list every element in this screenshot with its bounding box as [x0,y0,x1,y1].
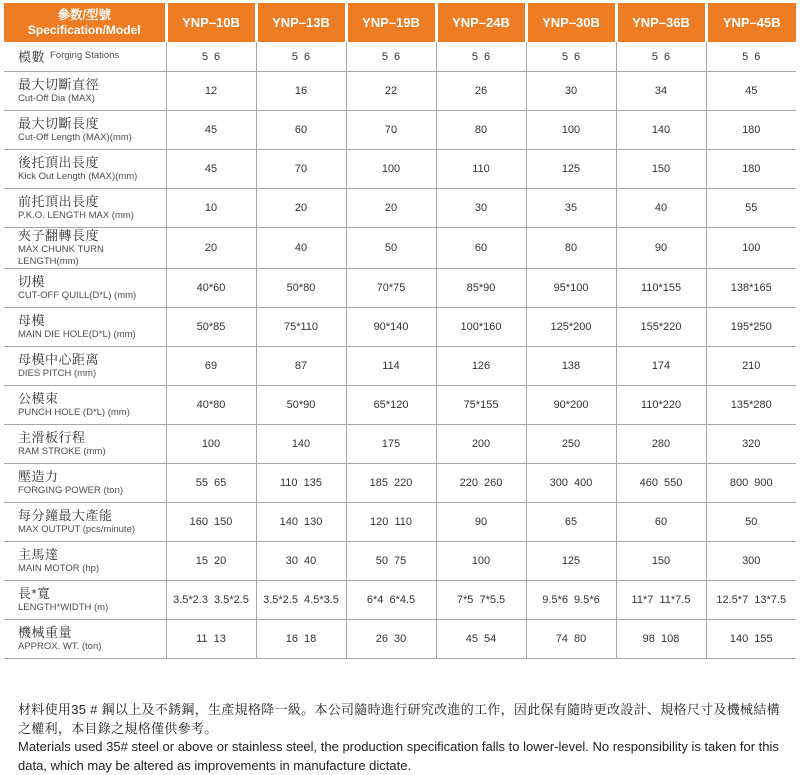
spec-label-en: MAIN MOTOR (hp) [18,563,100,574]
value-cell: 65*120 [346,386,436,425]
spec-label-en: MAIN DIE HOLE(D*L) (mm) [18,329,136,340]
value-cell: 90*140 [346,308,436,347]
value-cell: 120 110 [346,503,436,542]
table-body [4,42,796,659]
value-cell: 300 [706,542,796,581]
value-cell: 87 [256,347,346,386]
value-cell: 100 [346,150,436,189]
value-cell: 5 6 [706,42,796,72]
value-cell: 150 [616,150,706,189]
spec-label-cell [4,581,166,620]
value-cell: 20 [256,189,346,228]
spec-label-cell [4,228,166,269]
model-header-ynp-36b: YNP–36B [616,3,706,42]
header-row [4,3,796,42]
spec-label-cell [4,42,166,72]
spec-label-zh: 壓造力 [18,469,59,484]
value-cell: 5 6 [436,42,526,72]
spec-label-en: APPROX. WT. (ton) [18,641,102,652]
value-cell: 16 [256,72,346,111]
value-cell: 140 155 [706,620,796,659]
value-cell: 95*100 [526,269,616,308]
table-row [4,189,796,228]
table-row [4,386,796,425]
value-cell: 110 [436,150,526,189]
value-cell: 20 [166,228,256,269]
value-cell: 30 40 [256,542,346,581]
value-cell: 155*220 [616,308,706,347]
spec-label-zh: 後托頂出長度 [18,155,100,170]
value-cell: 26 [436,72,526,111]
value-cell: 11 13 [166,620,256,659]
table-row [4,228,796,269]
value-cell: 98 108 [616,620,706,659]
value-cell: 45 [706,72,796,111]
spec-label-cell [4,620,166,659]
spec-label-cell [4,425,166,464]
spec-label-zh: 最大切斷長度 [18,116,100,131]
value-cell: 800 900 [706,464,796,503]
value-cell: 138 [526,347,616,386]
value-cell: 15 20 [166,542,256,581]
value-cell: 40*60 [166,269,256,308]
spec-label-cell [4,150,166,189]
value-cell: 16 18 [256,620,346,659]
table-row [4,42,796,72]
value-cell: 11*7 11*7.5 [616,581,706,620]
value-cell: 5 6 [346,42,436,72]
value-cell: 90*200 [526,386,616,425]
table-row [4,503,796,542]
value-cell: 200 [436,425,526,464]
value-cell: 300 400 [526,464,616,503]
value-cell: 50*85 [166,308,256,347]
value-cell: 10 [166,189,256,228]
value-cell: 55 [706,189,796,228]
spec-label-en: MAX OUTPUT (pcs/minute) [18,524,136,535]
spec-label-zh: 每分鐘最大產能 [18,508,113,523]
table-row [4,269,796,308]
table-row [4,620,796,659]
value-cell: 35 [526,189,616,228]
value-cell: 50 75 [346,542,436,581]
value-cell: 460 550 [616,464,706,503]
value-cell: 50*80 [256,269,346,308]
spec-label-en: RAM STROKE (mm) [18,446,106,457]
value-cell: 100 [166,425,256,464]
value-cell: 90 [436,503,526,542]
value-cell: 5 6 [616,42,706,72]
spec-table [4,3,796,659]
value-cell: 60 [436,228,526,269]
value-cell: 180 [706,111,796,150]
spec-label-cell [4,72,166,111]
model-header-ynp-10b: YNP–10B [166,3,256,42]
spec-label-cell [4,269,166,308]
value-cell: 220 260 [436,464,526,503]
value-cell: 3.5*2.5 4.5*3.5 [256,581,346,620]
value-cell: 100 [436,542,526,581]
spec-label-cell [4,386,166,425]
spec-label-zh: 夾子翻轉長度 [18,228,100,243]
value-cell: 70*75 [346,269,436,308]
value-cell: 45 [166,111,256,150]
value-cell: 45 [166,150,256,189]
value-cell: 5 6 [166,42,256,72]
value-cell: 34 [616,72,706,111]
value-cell: 195*250 [706,308,796,347]
value-cell: 160 150 [166,503,256,542]
value-cell: 60 [616,503,706,542]
table-row [4,464,796,503]
value-cell: 80 [436,111,526,150]
spec-label-zh: 長*寬 [18,586,51,601]
value-cell: 26 30 [346,620,436,659]
value-cell: 80 [526,228,616,269]
spec-label-en: FORGING POWER (ton) [18,485,124,496]
table-row [4,72,796,111]
spec-header-zh: 參数/型號 [57,8,111,22]
table-row [4,347,796,386]
spec-label-cell [4,503,166,542]
value-cell: 85*90 [436,269,526,308]
spec-label-zh: 前托頂出長度 [18,194,100,209]
value-cell: 60 [256,111,346,150]
value-cell: 114 [346,347,436,386]
spec-label-en: Kick Out Length (MAX)(mm) [18,171,138,182]
spec-model-header-cell [4,3,166,42]
value-cell: 110 135 [256,464,346,503]
value-cell: 125*200 [526,308,616,347]
value-cell: 138*165 [706,269,796,308]
value-cell: 210 [706,347,796,386]
spec-label-zh: 主滑板行程 [18,430,86,445]
value-cell: 12 [166,72,256,111]
spec-label-cell [4,542,166,581]
value-cell: 100*160 [436,308,526,347]
value-cell: 6*4 6*4.5 [346,581,436,620]
value-cell: 30 [526,72,616,111]
spec-label-zh: 最大切斷直徑 [18,77,100,92]
value-cell: 65 [526,503,616,542]
value-cell: 250 [526,425,616,464]
value-cell: 74 80 [526,620,616,659]
spec-label-en: Cut-Off Length (MAX)(mm) [18,132,132,143]
table-row [4,425,796,464]
spec-label-cell [4,111,166,150]
value-cell: 40 [256,228,346,269]
model-header-ynp-30b: YNP–30B [526,3,616,42]
spec-label-en: LENGTH*WIDTH (m) [18,602,109,613]
value-cell: 50 [346,228,436,269]
value-cell: 50 [706,503,796,542]
spec-label-cell [4,347,166,386]
value-cell: 5 6 [526,42,616,72]
value-cell: 12.5*7 13*7.5 [706,581,796,620]
value-cell: 9.5*6 9.5*6 [526,581,616,620]
value-cell: 180 [706,150,796,189]
value-cell: 135*280 [706,386,796,425]
value-cell: 30 [436,189,526,228]
spec-label-cell [4,189,166,228]
value-cell: 110*155 [616,269,706,308]
value-cell: 126 [436,347,526,386]
value-cell: 175 [346,425,436,464]
value-cell: 90 [616,228,706,269]
value-cell: 125 [526,542,616,581]
value-cell: 110*220 [616,386,706,425]
model-header-ynp-24b: YNP–24B [436,3,526,42]
spec-label-zh: 母模中心距离 [18,352,100,367]
value-cell: 45 54 [436,620,526,659]
spec-label-en: MAX CHUNK TURN LENGTH(mm) [18,244,104,267]
spec-label-en: PUNCH HOLE (D*L) (mm) [18,407,130,418]
value-cell: 70 [256,150,346,189]
spec-label-zh: 母模 [18,313,46,328]
value-cell: 125 [526,150,616,189]
spec-label-zh: 機械重量 [18,625,73,640]
value-cell: 320 [706,425,796,464]
value-cell: 75*155 [436,386,526,425]
value-cell: 40*80 [166,386,256,425]
value-cell: 140 [256,425,346,464]
value-cell: 75*110 [256,308,346,347]
value-cell: 140 [616,111,706,150]
spec-label-en: Forging Stations [50,50,120,62]
value-cell: 50*90 [256,386,346,425]
footer-note-zh: 材料使用35 # 鋼以上及不銹鋼，生產規格降一級。本公司隨時進行研究改進的工作，因此保有隨時更改設計、規格尺寸及機械結構之權利，本目錄之規格僅供參考。 [18,702,780,736]
spec-label-zh: 模數 [18,48,46,64]
table-row [4,308,796,347]
spec-header-en: Specification/Model [27,23,141,37]
spec-label-zh: 公模束 [18,391,59,406]
footer-note [18,701,786,775]
table-row [4,542,796,581]
spec-label-zh: 切模 [18,274,46,289]
value-cell: 40 [616,189,706,228]
table-row [4,150,796,189]
table-row [4,581,796,620]
footer-note-en: Materials used 35# steel or above or stainless steel, the production specification falls to lower-level. No responsibility is taken for this data, which may be altered as improvements in manufacture dictate. [18,739,779,773]
spec-label-cell [4,308,166,347]
model-header-ynp-45b: YNP–45B [706,3,796,42]
value-cell: 70 [346,111,436,150]
value-cell: 5 6 [256,42,346,72]
value-cell: 100 [526,111,616,150]
value-cell: 174 [616,347,706,386]
value-cell: 185 220 [346,464,436,503]
value-cell: 100 [706,228,796,269]
spec-label-en: CUT-OFF QUILL(D*L) (mm) [18,290,137,301]
value-cell: 22 [346,72,436,111]
value-cell: 140 130 [256,503,346,542]
spec-label-cell [4,464,166,503]
value-cell: 7*5 7*5.5 [436,581,526,620]
spec-label-zh: 主馬達 [18,547,59,562]
spec-label-en: P.K.O. LENGTH MAX (mm) [18,210,134,221]
spec-label-en: DIES PITCH (mm) [18,368,97,379]
table-row [4,111,796,150]
value-cell: 150 [616,542,706,581]
value-cell: 69 [166,347,256,386]
spec-label-en: Cut-Off Dia (MAX) [18,93,95,104]
value-cell: 20 [346,189,436,228]
value-cell: 280 [616,425,706,464]
value-cell: 3.5*2.3 3.5*2.5 [166,581,256,620]
value-cell: 55 65 [166,464,256,503]
model-header-ynp-19b: YNP–19B [346,3,436,42]
model-header-ynp-13b: YNP–13B [256,3,346,42]
